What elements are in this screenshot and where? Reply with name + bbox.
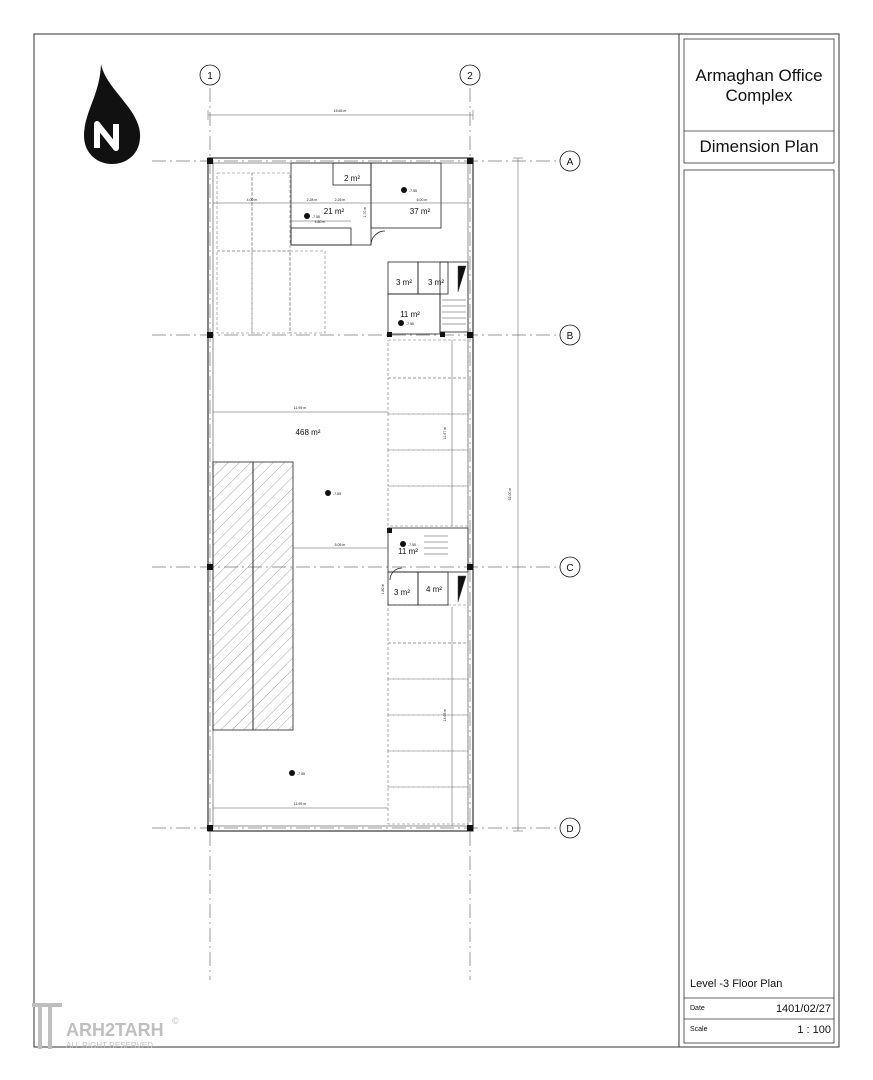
level-text-4: -7.55 (333, 492, 341, 496)
grid-label-a: A (566, 157, 574, 168)
room-label-21: 21 m² (323, 207, 345, 216)
room-label-11b: 11 m² (398, 547, 418, 556)
level-text-3: -7.55 (406, 322, 414, 326)
watermark-rights: ALL RIGHT RESERVED (66, 1041, 153, 1050)
upper-rooms (291, 163, 468, 334)
level-markers (289, 187, 407, 776)
room-label-11a: 11 m² (400, 310, 420, 319)
dim-stair-a: 11.67 m (443, 426, 447, 440)
grid-label-1: 1 (207, 71, 213, 82)
room-label-3b: 3 m² (428, 278, 444, 287)
watermark-brand: ARH2TARH (66, 1020, 164, 1040)
grid-label-2: 2 (467, 71, 473, 82)
level-text-6: -7.55 (297, 772, 305, 776)
dim-small-7: 4.80 m (314, 220, 326, 224)
level-text-1: -7.55 (409, 189, 417, 193)
room-label-4: 4 m² (426, 585, 442, 594)
dim-top-overall: 15.65 m (333, 109, 347, 113)
room-label-2: 2 m² (344, 174, 360, 183)
room-label-3c: 3 m² (394, 588, 410, 597)
dim-left-span-2: 5.05 m (334, 543, 346, 547)
dim-right-overall: 52.00 m (508, 487, 512, 501)
dim-left-span-1: 11.95 m (293, 406, 307, 410)
room-label-468: 468 m² (295, 428, 321, 437)
room-label-3a: 3 m² (396, 278, 412, 287)
dim-small-3: 1.80 m (381, 583, 385, 595)
dim-bottom-span: 11.95 m (293, 802, 307, 806)
grid-bubble-2 (460, 65, 480, 85)
dim-small-1: 4.00 m (246, 198, 258, 202)
stair-upper (442, 266, 466, 324)
sheet-border (34, 34, 839, 1047)
grid-bubble-1 (200, 65, 220, 85)
watermark-copyright: © (172, 1016, 179, 1026)
brand-watermark (32, 1003, 179, 1050)
grid-label-b: B (566, 331, 574, 342)
titleblock-body-box (684, 170, 834, 1043)
sheet-title: Dimension Plan (699, 137, 819, 156)
dim-small-6: 1.70 m (363, 206, 367, 218)
grid-label-c: C (566, 563, 574, 574)
view-name: Level -3 Floor Plan (690, 978, 783, 990)
grid-bubble-d (560, 818, 580, 838)
project-title: Armaghan Office Complex (695, 66, 823, 105)
level-text-2: -7.55 (312, 215, 320, 219)
room-label-37: 37 m² (409, 207, 431, 216)
north-arrow-icon (84, 64, 140, 164)
dim-small-2: 6.00 m (416, 198, 428, 202)
date-label: Date (690, 1005, 705, 1012)
level-text-5: -7.55 (408, 543, 416, 547)
ramp (213, 462, 293, 730)
dim-small-4: 2.28 m (306, 198, 318, 202)
dim-small-5: 2.26 m (334, 198, 346, 202)
date-value: 1401/02/27 (775, 1003, 831, 1015)
scale-value: 1 : 100 (797, 1024, 831, 1036)
scale-label: Scale (690, 1026, 708, 1033)
dim-stair-b: 14.65 m (443, 708, 447, 722)
grid-label-d: D (566, 824, 574, 835)
grid-bubble-a (560, 151, 580, 171)
grid-bubble-c (560, 557, 580, 577)
grid-bubble-b (560, 325, 580, 345)
